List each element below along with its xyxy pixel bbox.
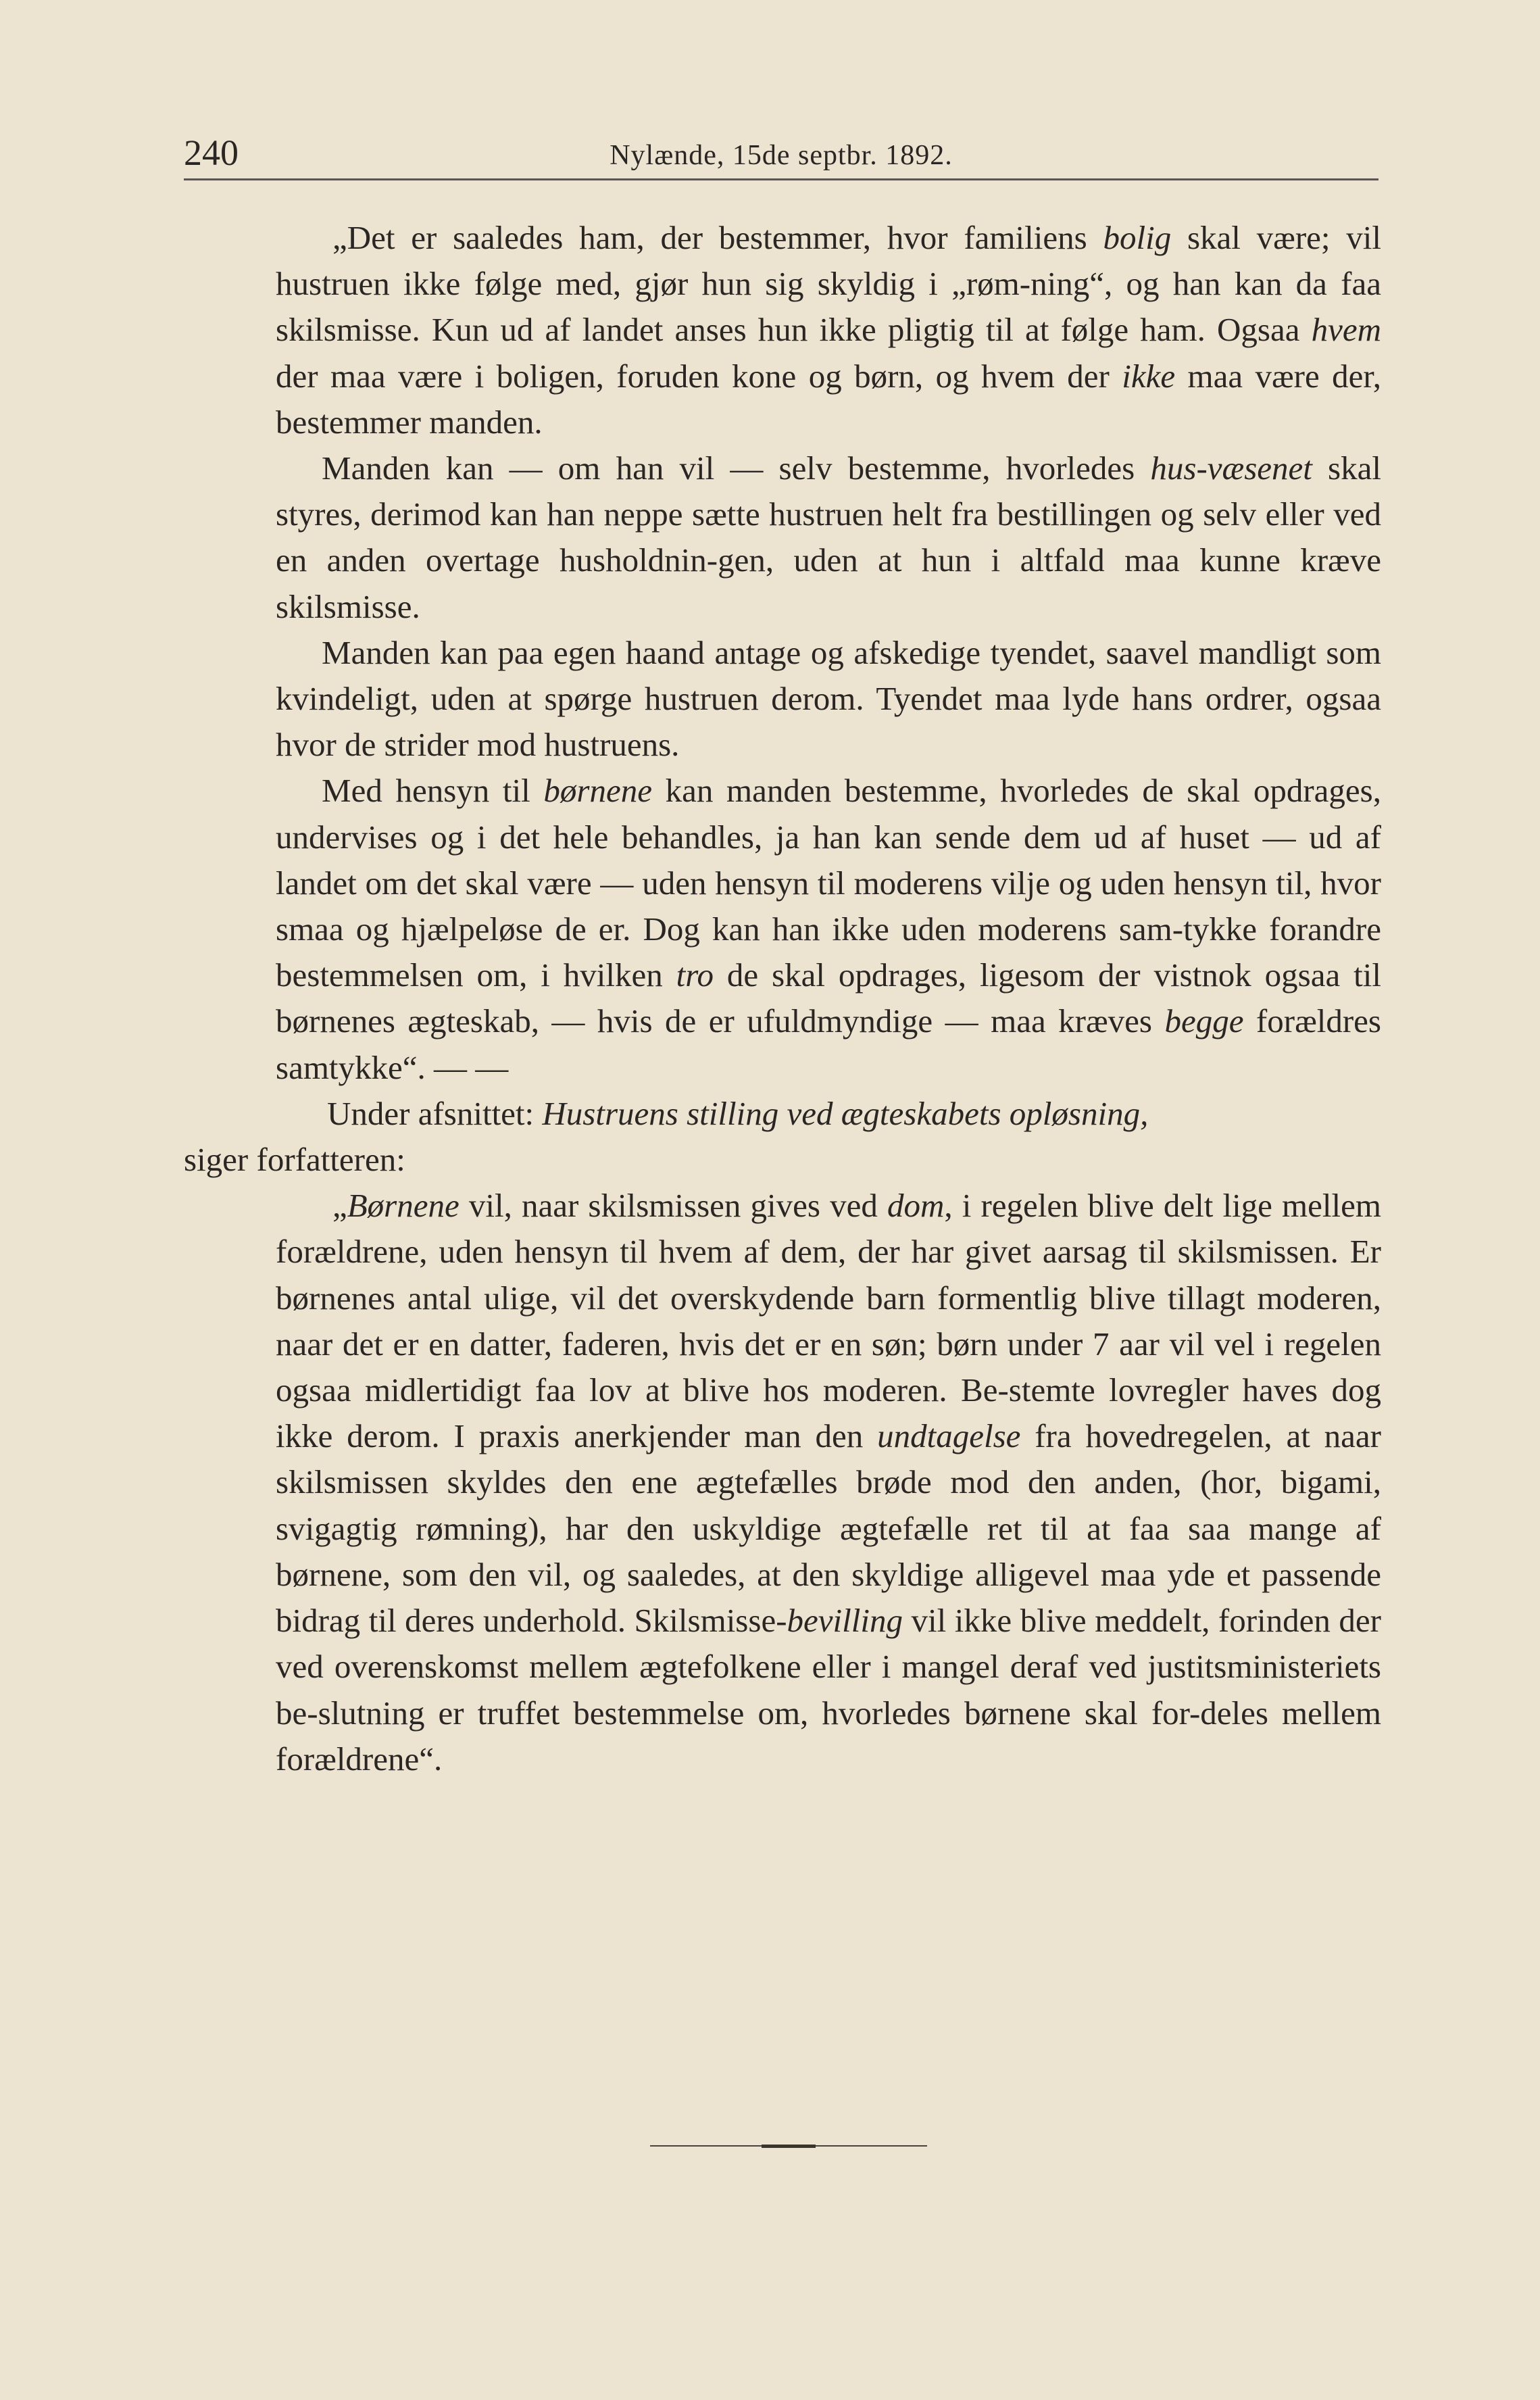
- text-run: kan manden bestemme, hvorledes de skal opdrages, undervises og i det hele behandles, ja han kan sende dem ud af huset — ud af landet om det skal være — uden hensyn til moderens vilje og uden hensyn til, hvor smaa og hjælpeløse de er. Dog kan han ikke uden moderens sam-tykke forandre bestemmelsen om, i hvilken: [276, 772, 1381, 994]
- text-run: vil, naar skilsmissen gives ved: [459, 1187, 887, 1225]
- text-run: siger forfatteren:: [184, 1141, 405, 1179]
- paragraph: [276, 768, 1381, 1090]
- paragraph: [276, 630, 1381, 768]
- page-header: [184, 132, 1378, 180]
- paragraph: [276, 445, 1381, 630]
- end-rule: [650, 2145, 927, 2147]
- text-run: maa være der, bestemmer manden.: [276, 357, 1381, 441]
- running-head: Nylænde, 15de septbr. 1892.: [610, 140, 953, 171]
- text-run: der maa være i boligen, foruden kone og børn, og hvem der: [276, 357, 1122, 395]
- italic-text: Hustruens stilling ved ægteskabets opløsning,: [542, 1094, 1149, 1132]
- text-run: fra hovedregelen, at naar skilsmissen skyldes den ene ægtefælles brøde mod den anden, (hor, bigami, svigagtig rømning), har den uskyldige ægtefælle ret til at faa saa mange af børnene, som den vil, og saaledes, at den skyldige alligevel maa yde et passende bidrag til deres underhold. Skilsmisse-: [276, 1417, 1381, 1640]
- text-run: Med hensyn til: [322, 772, 544, 810]
- paragraph: [276, 215, 1381, 445]
- italic-text: Børnene: [347, 1187, 459, 1225]
- text-run: Under afsnittet:: [327, 1094, 543, 1132]
- italic-text: bolig: [1103, 219, 1172, 256]
- italic-text: dom: [887, 1187, 945, 1225]
- italic-text: hus-væsenet: [1150, 449, 1312, 487]
- text-run: Manden kan paa egen haand antage og afskedige tyendet, saavel mandligt som kvindeligt, uden at spørge hustruen derom. Tyendet maa lyde hans ordrer, ogsaa hvor de strider mod hustruens.: [276, 633, 1381, 764]
- italic-text: undtagelse: [877, 1417, 1021, 1455]
- text-run: skal styres, derimod kan han neppe sætte hustruen helt fra bestillingen og selv eller ved en anden overtage husholdnin-gen, uden at hun i altfald maa kunne kræve skilsmisse.: [276, 449, 1381, 625]
- end-rule-center: [762, 2145, 816, 2148]
- page-number: 240: [184, 132, 239, 173]
- italic-text: børnene: [543, 772, 652, 810]
- text-run: forældres samtykke“. — —: [276, 1002, 1381, 1086]
- text-run: , i regelen blive delt lige mellem forældrene, uden hensyn til hvem af dem, der har givet aarsag til skilsmissen. Er børnenes antal ulige, vil det overskydende barn formentlig blive tillagt moderen, naar det er en datter, faderen, hvis det er en søn; børn under 7 aar vil vel i regelen ogsaa midlertidigt faa lov at blive hos moderen. Be-stemte lovregler haves dog ikke derom. I praxis anerkjender man den: [276, 1187, 1382, 1455]
- italic-text: begge: [1164, 1002, 1244, 1040]
- paragraph-quote: [276, 1183, 1381, 1782]
- text-run: de skal opdrages, ligesom der vistnok ogsaa til børnenes ægteskab, — hvis de er ufuldmyndige — maa kræves: [276, 956, 1381, 1040]
- header-rule: [184, 178, 1378, 180]
- italic-text: hvem: [1311, 311, 1381, 349]
- paragraph-attribution: [184, 1137, 1381, 1183]
- italic-text: ikke: [1122, 357, 1176, 395]
- text-run: skal være; vil hustruen ikke følge med, gjør hun sig skyldig i „røm-ning“, og han kan da faa skilsmisse. Kun ud af landet anses hun ikke pligtig til at følge ham. Ogsaa: [276, 219, 1381, 349]
- italic-text: tro: [676, 956, 714, 994]
- text-run: „: [332, 1187, 347, 1225]
- text-run: vil ikke blive meddelt, forinden der ved overenskomst mellem ægtefolkene eller i mangel deraf ved justitsministeriets be-slutning er truffet bestemmelse om, hvorledes børnene skal for-deles mellem forældrene“.: [276, 1602, 1381, 1778]
- text-run: „Det er saaledes ham, der bestemmer, hvor familiens: [332, 219, 1103, 256]
- italic-text: bevilling: [787, 1602, 903, 1640]
- paragraph-section-heading: [276, 1091, 1381, 1137]
- body-text: [184, 215, 1382, 1782]
- text-run: Manden kan — om han vil — selv bestemme, hvorledes: [322, 449, 1151, 487]
